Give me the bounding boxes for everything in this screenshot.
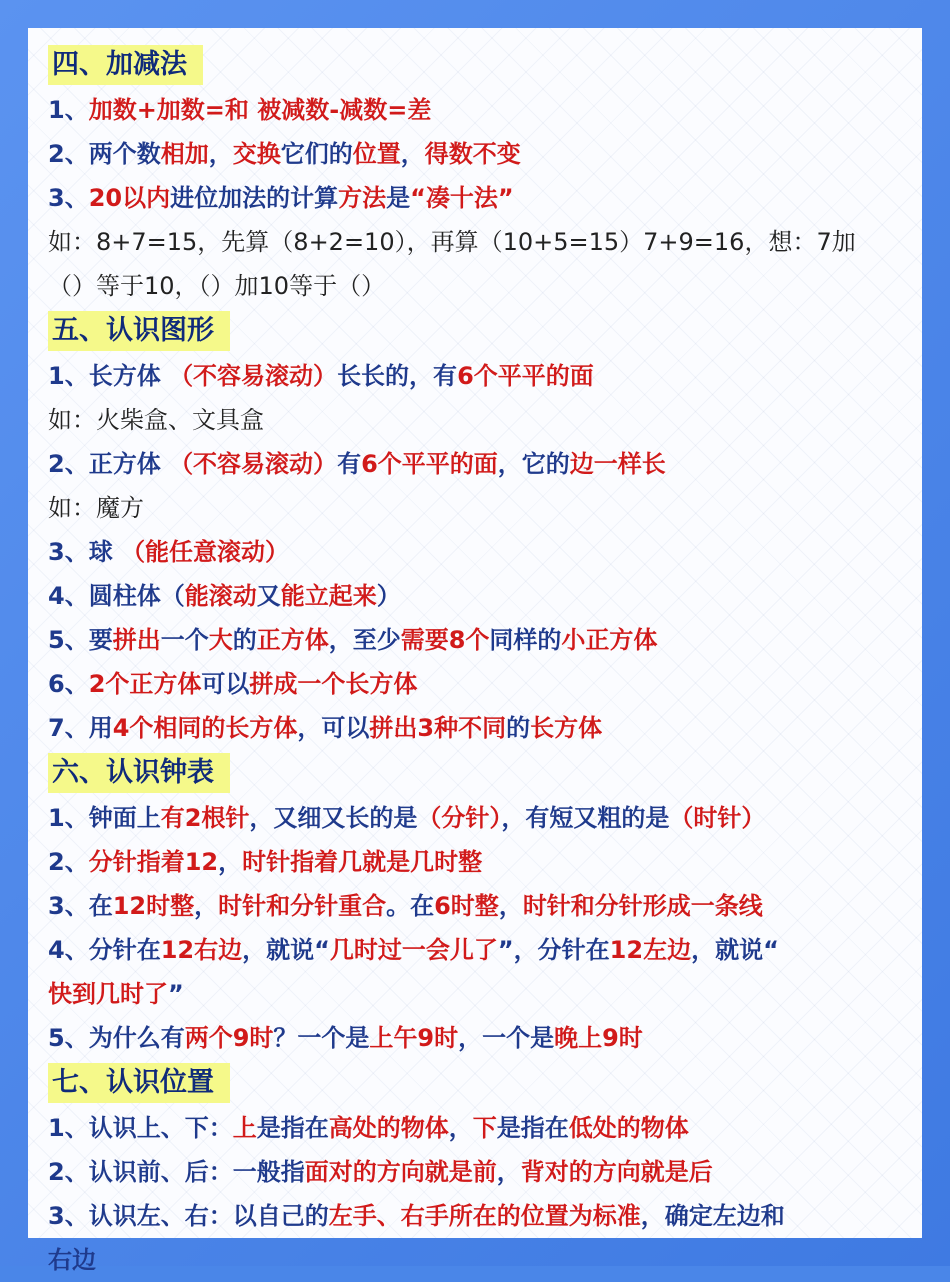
section-heading: 七、认识位置 (48, 1063, 230, 1103)
text-segment: 如：8+7=15，先算（8+2=10），再算（10+5=15）7+9=16，想：7加 (48, 228, 856, 256)
content-line (48, 398, 912, 442)
text-segment: ，就说“ (691, 936, 779, 964)
text-segment: 加数+加数=和 被减数-减数=差 (88, 96, 432, 124)
text-segment: 时针和分针形成一条线 (522, 892, 763, 920)
text-segment: 12时整 (112, 892, 195, 920)
text-segment: 20以内 (88, 184, 171, 212)
text-segment: 有2根针 (160, 804, 250, 832)
text-segment: 拼出3种不同 (369, 714, 507, 742)
text-segment: 需要8个 (400, 626, 490, 654)
content-line (48, 486, 912, 530)
text-segment: 拼出 (112, 626, 161, 654)
text-segment: 4、圆柱体（ (48, 582, 185, 610)
text-segment: 6个平平的面 (361, 450, 498, 478)
text-segment: ，有短又粗的是 (501, 804, 670, 832)
text-segment: ，确定左边和 (640, 1202, 785, 1230)
text-segment: 1、认识上、下： (48, 1114, 233, 1142)
text-segment: 1、 (48, 96, 89, 124)
text-segment: ， (448, 1114, 473, 1142)
text-segment: 6时整 (434, 892, 499, 920)
text-segment: 方法 (338, 184, 387, 212)
text-segment: 12左边 (609, 936, 692, 964)
text-segment: 上午9时 (369, 1024, 459, 1052)
content-line (48, 1194, 912, 1238)
text-segment: ， (496, 1158, 521, 1186)
text-segment: ，可以 (297, 714, 370, 742)
section-heading: 六、认识钟表 (48, 753, 230, 793)
text-segment: ，一个是 (458, 1024, 555, 1052)
content-line (48, 928, 912, 972)
section-heading: 四、加减法 (48, 45, 203, 85)
text-segment: 长方体 (530, 714, 603, 742)
text-segment: 2、两个数 (48, 140, 161, 168)
text-segment: （不容易滚动） (169, 450, 338, 478)
text-segment: 长长的，有 (337, 362, 458, 390)
text-segment: ，就说“ (242, 936, 330, 964)
text-segment: ） (376, 582, 401, 610)
text-segment: 3、认识左、右：以自己的 (48, 1202, 329, 1230)
content-line (48, 972, 912, 1016)
content-line (48, 1238, 912, 1282)
text-segment: 5、为什么有 (48, 1024, 185, 1052)
text-segment: 是 (386, 184, 411, 212)
text-segment: 可以 (201, 670, 250, 698)
text-segment: ， (194, 892, 219, 920)
text-segment: 。在 (386, 892, 435, 920)
content-line (48, 618, 912, 662)
content-line (48, 530, 912, 574)
text-segment: 位置 (352, 140, 401, 168)
text-segment: 2、认识前、后：一般指 (48, 1158, 305, 1186)
text-segment: 12右边 (160, 936, 243, 964)
text-segment: 交换 (232, 140, 281, 168)
text-segment: 的 (506, 714, 531, 742)
content-line (48, 796, 912, 840)
text-segment: 4、分针在 (48, 936, 161, 964)
text-segment: 是指在 (256, 1114, 329, 1142)
text-segment: ”，分针在 (497, 936, 610, 964)
text-segment: ，它的 (497, 450, 570, 478)
content-line (48, 442, 912, 486)
content-line (48, 662, 912, 706)
content-line (48, 706, 912, 750)
text-segment: 分针指着12 (88, 848, 219, 876)
text-segment: ？一个是 (273, 1024, 370, 1052)
text-segment: 2个正方体 (88, 670, 202, 698)
text-segment: 时针指着几就是几时整 (242, 848, 483, 876)
text-segment: 正方体 (256, 626, 329, 654)
content-line (48, 176, 912, 220)
text-segment: 6、 (48, 670, 89, 698)
text-segment: 时针和分针重合 (218, 892, 387, 920)
content-line (48, 1106, 912, 1150)
section-heading: 五、认识图形 (48, 311, 230, 351)
text-segment: 又 (256, 582, 281, 610)
text-segment: 小正方体 (561, 626, 658, 654)
text-segment: ， (400, 140, 425, 168)
text-segment: 面对的方向就是前 (304, 1158, 497, 1186)
text-segment: 2、正方体 (48, 450, 170, 478)
text-segment: 快到几时了 (48, 980, 168, 1008)
text-segment: 1、钟面上 (48, 804, 161, 832)
text-segment: 它们的 (280, 140, 353, 168)
text-segment: ，至少 (328, 626, 401, 654)
text-segment: （）等于10，（）加10等于（） (48, 272, 386, 300)
text-segment: （时针） (669, 804, 766, 832)
text-segment: 大 (208, 626, 233, 654)
content-line (48, 132, 912, 176)
content-line (48, 1150, 912, 1194)
content-line (48, 88, 912, 132)
text-segment: 上 (232, 1114, 257, 1142)
text-segment: 低处的物体 (568, 1114, 689, 1142)
text-segment: 如：魔方 (48, 494, 144, 522)
text-segment: 同样 (489, 626, 538, 654)
text-segment: ” (168, 980, 184, 1008)
text-segment: 一个 (160, 626, 209, 654)
content-line (48, 354, 912, 398)
text-segment: 3、 (48, 184, 89, 212)
text-segment: 4个相同的长方体 (112, 714, 298, 742)
text-segment: 3、球 (48, 538, 122, 566)
text-segment: 7、用 (48, 714, 113, 742)
text-segment: 的 (232, 626, 257, 654)
text-segment: 有 (337, 450, 362, 478)
content-line (48, 220, 912, 264)
text-segment: “凑十法” (410, 184, 514, 212)
text-segment: 是指在 (496, 1114, 569, 1142)
text-segment: 6个平平的面 (457, 362, 594, 390)
text-segment: ， (498, 892, 523, 920)
text-segment: 背对的方向就是后 (520, 1158, 713, 1186)
text-segment: ， (208, 140, 233, 168)
text-segment: （能任意滚动） (121, 538, 290, 566)
notes-card (28, 28, 922, 1274)
text-segment: 两个9时 (184, 1024, 274, 1052)
text-segment: 进位加法的计算 (170, 184, 339, 212)
text-segment: 几时过一会儿了 (329, 936, 498, 964)
text-segment: ，又细又长的是 (249, 804, 418, 832)
content-line (48, 574, 912, 618)
content-line (48, 1016, 912, 1060)
text-segment: 能滚动 (184, 582, 257, 610)
text-segment: 如：火柴盒、文具盒 (48, 406, 264, 434)
content-line (48, 840, 912, 884)
text-segment: （分针） (417, 804, 502, 832)
text-segment: 右边 (48, 1246, 96, 1274)
text-segment: 2、 (48, 848, 89, 876)
text-segment: 1、长方体 (48, 362, 170, 390)
notes-content (48, 42, 912, 1282)
content-line (48, 264, 912, 308)
text-segment: ， (218, 848, 243, 876)
text-segment: 边一样长 (569, 450, 666, 478)
text-segment: 的 (537, 626, 562, 654)
text-segment: 能立起来 (280, 582, 377, 610)
text-segment: 得数不变 (424, 140, 521, 168)
content-line (48, 884, 912, 928)
text-segment: 5、要 (48, 626, 113, 654)
text-segment: 3、在 (48, 892, 113, 920)
text-segment: （不容易滚动） (169, 362, 338, 390)
text-segment: 下 (472, 1114, 497, 1142)
text-segment: 晚上9时 (554, 1024, 643, 1052)
text-segment: 左手、右手所在的位置为标准 (328, 1202, 641, 1230)
text-segment: 拼成一个长方体 (249, 670, 418, 698)
text-segment: 相加 (160, 140, 209, 168)
text-segment: 高处的物体 (328, 1114, 449, 1142)
